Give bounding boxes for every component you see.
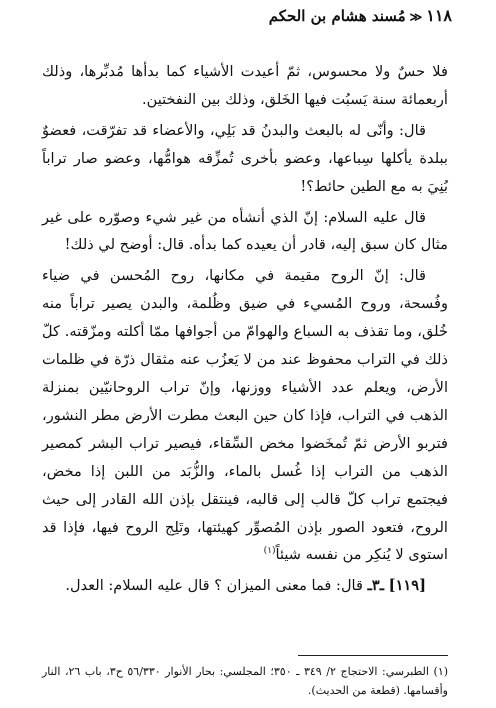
paragraph-3: قال عليه السلام: إنّ الذي أنشأه من غير شيء وصوّره على غير مثال كان سبق إليه، قادر أن يعيده كما بدأه. قال: أوضح لي ذلك! bbox=[42, 208, 448, 254]
paragraph-4-text: قال: إنّ الروح مقيمة في مكانها، روح المُحسن في ضياء وفُسحة، وروح المُسيء في ضيق وظُلمة، والبدن يصير تراباً منه خُلق، وما تقذف به السباع والهوامّ من أجوافها ممّا أكلته ومزّقته. كلّ ذلك في التراب محفوظ عند من لا يَعزُب عنه مثقال ذرّة في ظلمات الأرض، ويعلم عدد الأشياء ووزنها، وإنّ تراب الروحانيّين بمنزلة الذهب في التراب، فإذا كان حين البعث مطرت الأرض مطر النشور، فتربو الأرض ثمّ تُمخَضوا مخض السِّقاء، فيصير تراب البشر كمصير الذهب من التراب إذا غُسل بالماء، والزُّبَد من اللبن إذا مخض، فيجتمع تراب كلّ قالب إلى قالبه، فينتقل بإذن الله القادر إلى حيث الروح، فتعود الصور بإذن المُصوِّر كهيئتها، وتَلِج الروح فيها، فإذا قد استوى لا يُنكِر من نفسه شيئاً bbox=[42, 267, 448, 564]
book-title: مُسند هشام بن الحكم bbox=[268, 7, 406, 25]
hadith-sub-number: ـ٣ـ bbox=[367, 577, 385, 595]
paragraph-4 bbox=[42, 262, 448, 569]
running-header bbox=[44, 6, 452, 28]
paragraph-1: فلا حسٌ ولا محسوس، ثمّ أعيدت الأشياء كما بدأها مُدبِّرها، وذلك أربعمائة سنة يَسبُت فيها الخَلق، وذلك بين النفختين. bbox=[42, 63, 448, 108]
page-number: ١١٨ bbox=[426, 6, 452, 25]
hadith-text: قال: فما معنى الميزان ؟ قال عليه السلام: العدل. bbox=[65, 577, 363, 595]
footnote-reference[interactable]: (١) bbox=[263, 546, 276, 557]
footnote-divider bbox=[298, 655, 448, 656]
hadith-paragraph bbox=[42, 572, 448, 600]
hadith-number: [١١٩] bbox=[388, 577, 426, 595]
footnote: (١) الطبرسي: الاحتجاج ٢/ ٣٤٩ ـ ٣٥٠؛ المجلسي: بحار الأنوار ٥٦/٣٣٠ ح٣، باب ٢٦، النار وأقسامها. (قطعة من الحديث). bbox=[42, 665, 449, 697]
paragraph-2: قال: وأنّى له بالبعث والبدنُ قد بَلِي، والأعضاء قد تفرّقت، فعضوٌ ببلدة يأكلها سِباعها، وعضو بأخرى تُمزِّقه هوامُّها، وعضو صار تراباً بُنِيَ به مع الطين حائط؟! bbox=[42, 121, 448, 195]
body-text bbox=[42, 58, 448, 603]
header-ornament: ≪ bbox=[409, 10, 423, 24]
